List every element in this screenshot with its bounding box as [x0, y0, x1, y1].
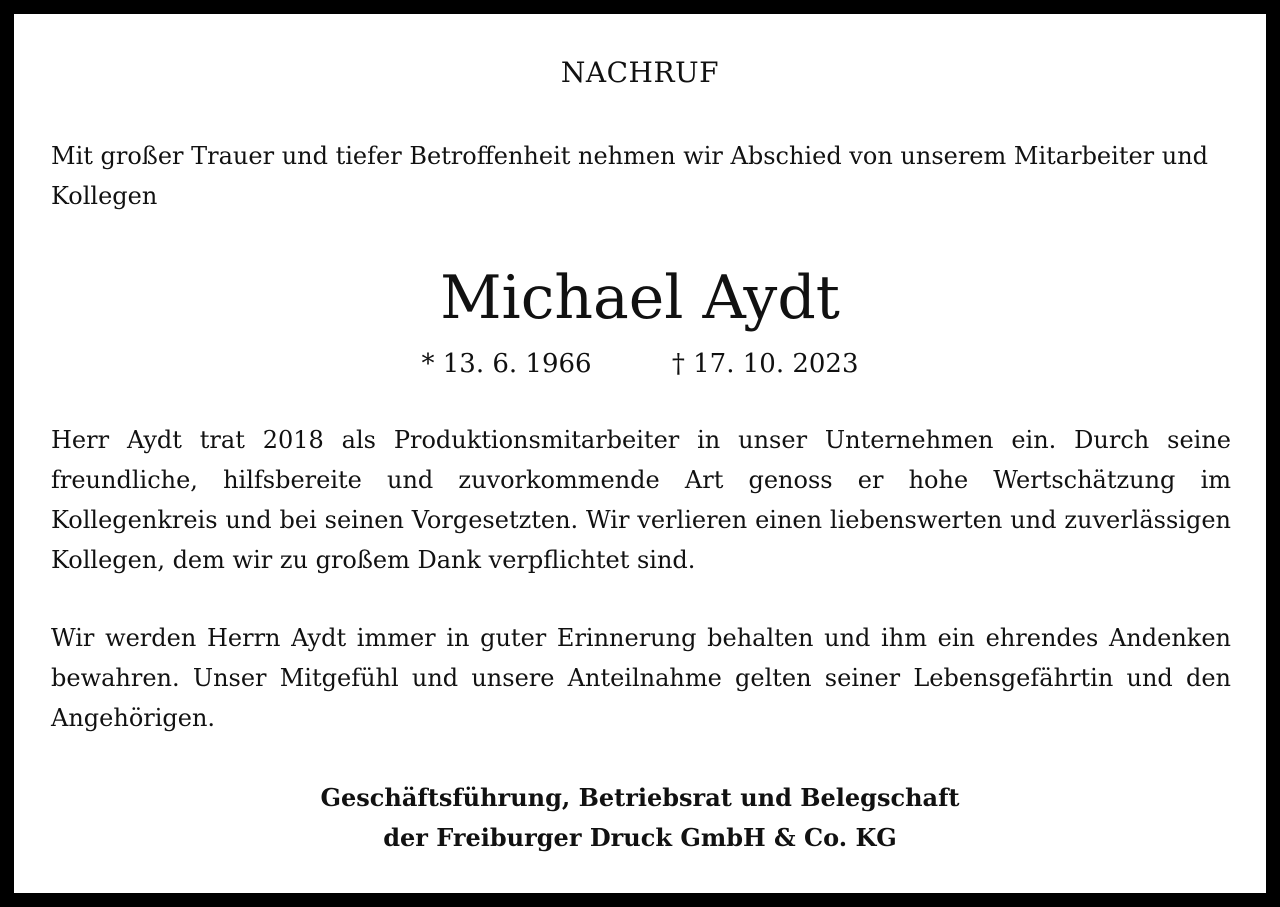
signature-line-1: Geschäftsführung, Betriebsrat und Belegschaft: [320, 783, 960, 812]
tribute-paragraph-1: Herr Aydt trat 2018 als Produktionsmitarbeiter in unser Unternehmen ein. Durch seine freundliche, hilfsbereite und zuvorkommende Art genoss er hohe Wertschätzung im Kollegenkreis und bei seinen Vorgesetzten. Wir verlieren einen liebenswerten und zuverlässigen Kollegen, dem wir zu großem Dank verpflichtet sind.: [51, 426, 1231, 574]
death-date: † 17. 10. 2023: [671, 349, 859, 379]
life-dates: [14, 347, 1266, 381]
birth-date: * 13. 6. 1966: [421, 349, 592, 379]
signature-line-2: der Freiburger Druck GmbH & Co. KG: [383, 823, 897, 852]
deceased-name: Michael Aydt: [440, 263, 840, 333]
intro-text: Mit großer Trauer und tiefer Betroffenheit nehmen wir Abschied von unserem Mitarbeiter und Kollegen: [51, 142, 1209, 210]
tribute-paragraph-2: Wir werden Herrn Aydt immer in guter Erinnerung behalten und ihm ein ehrendes Andenken bewahren. Unser Mitgefühl und unsere Anteilnahme gelten seiner Lebensgefährtin und den Angehörigen.: [51, 624, 1231, 732]
notice-heading: NACHRUF: [560, 56, 720, 89]
obituary-notice: [14, 14, 1266, 893]
